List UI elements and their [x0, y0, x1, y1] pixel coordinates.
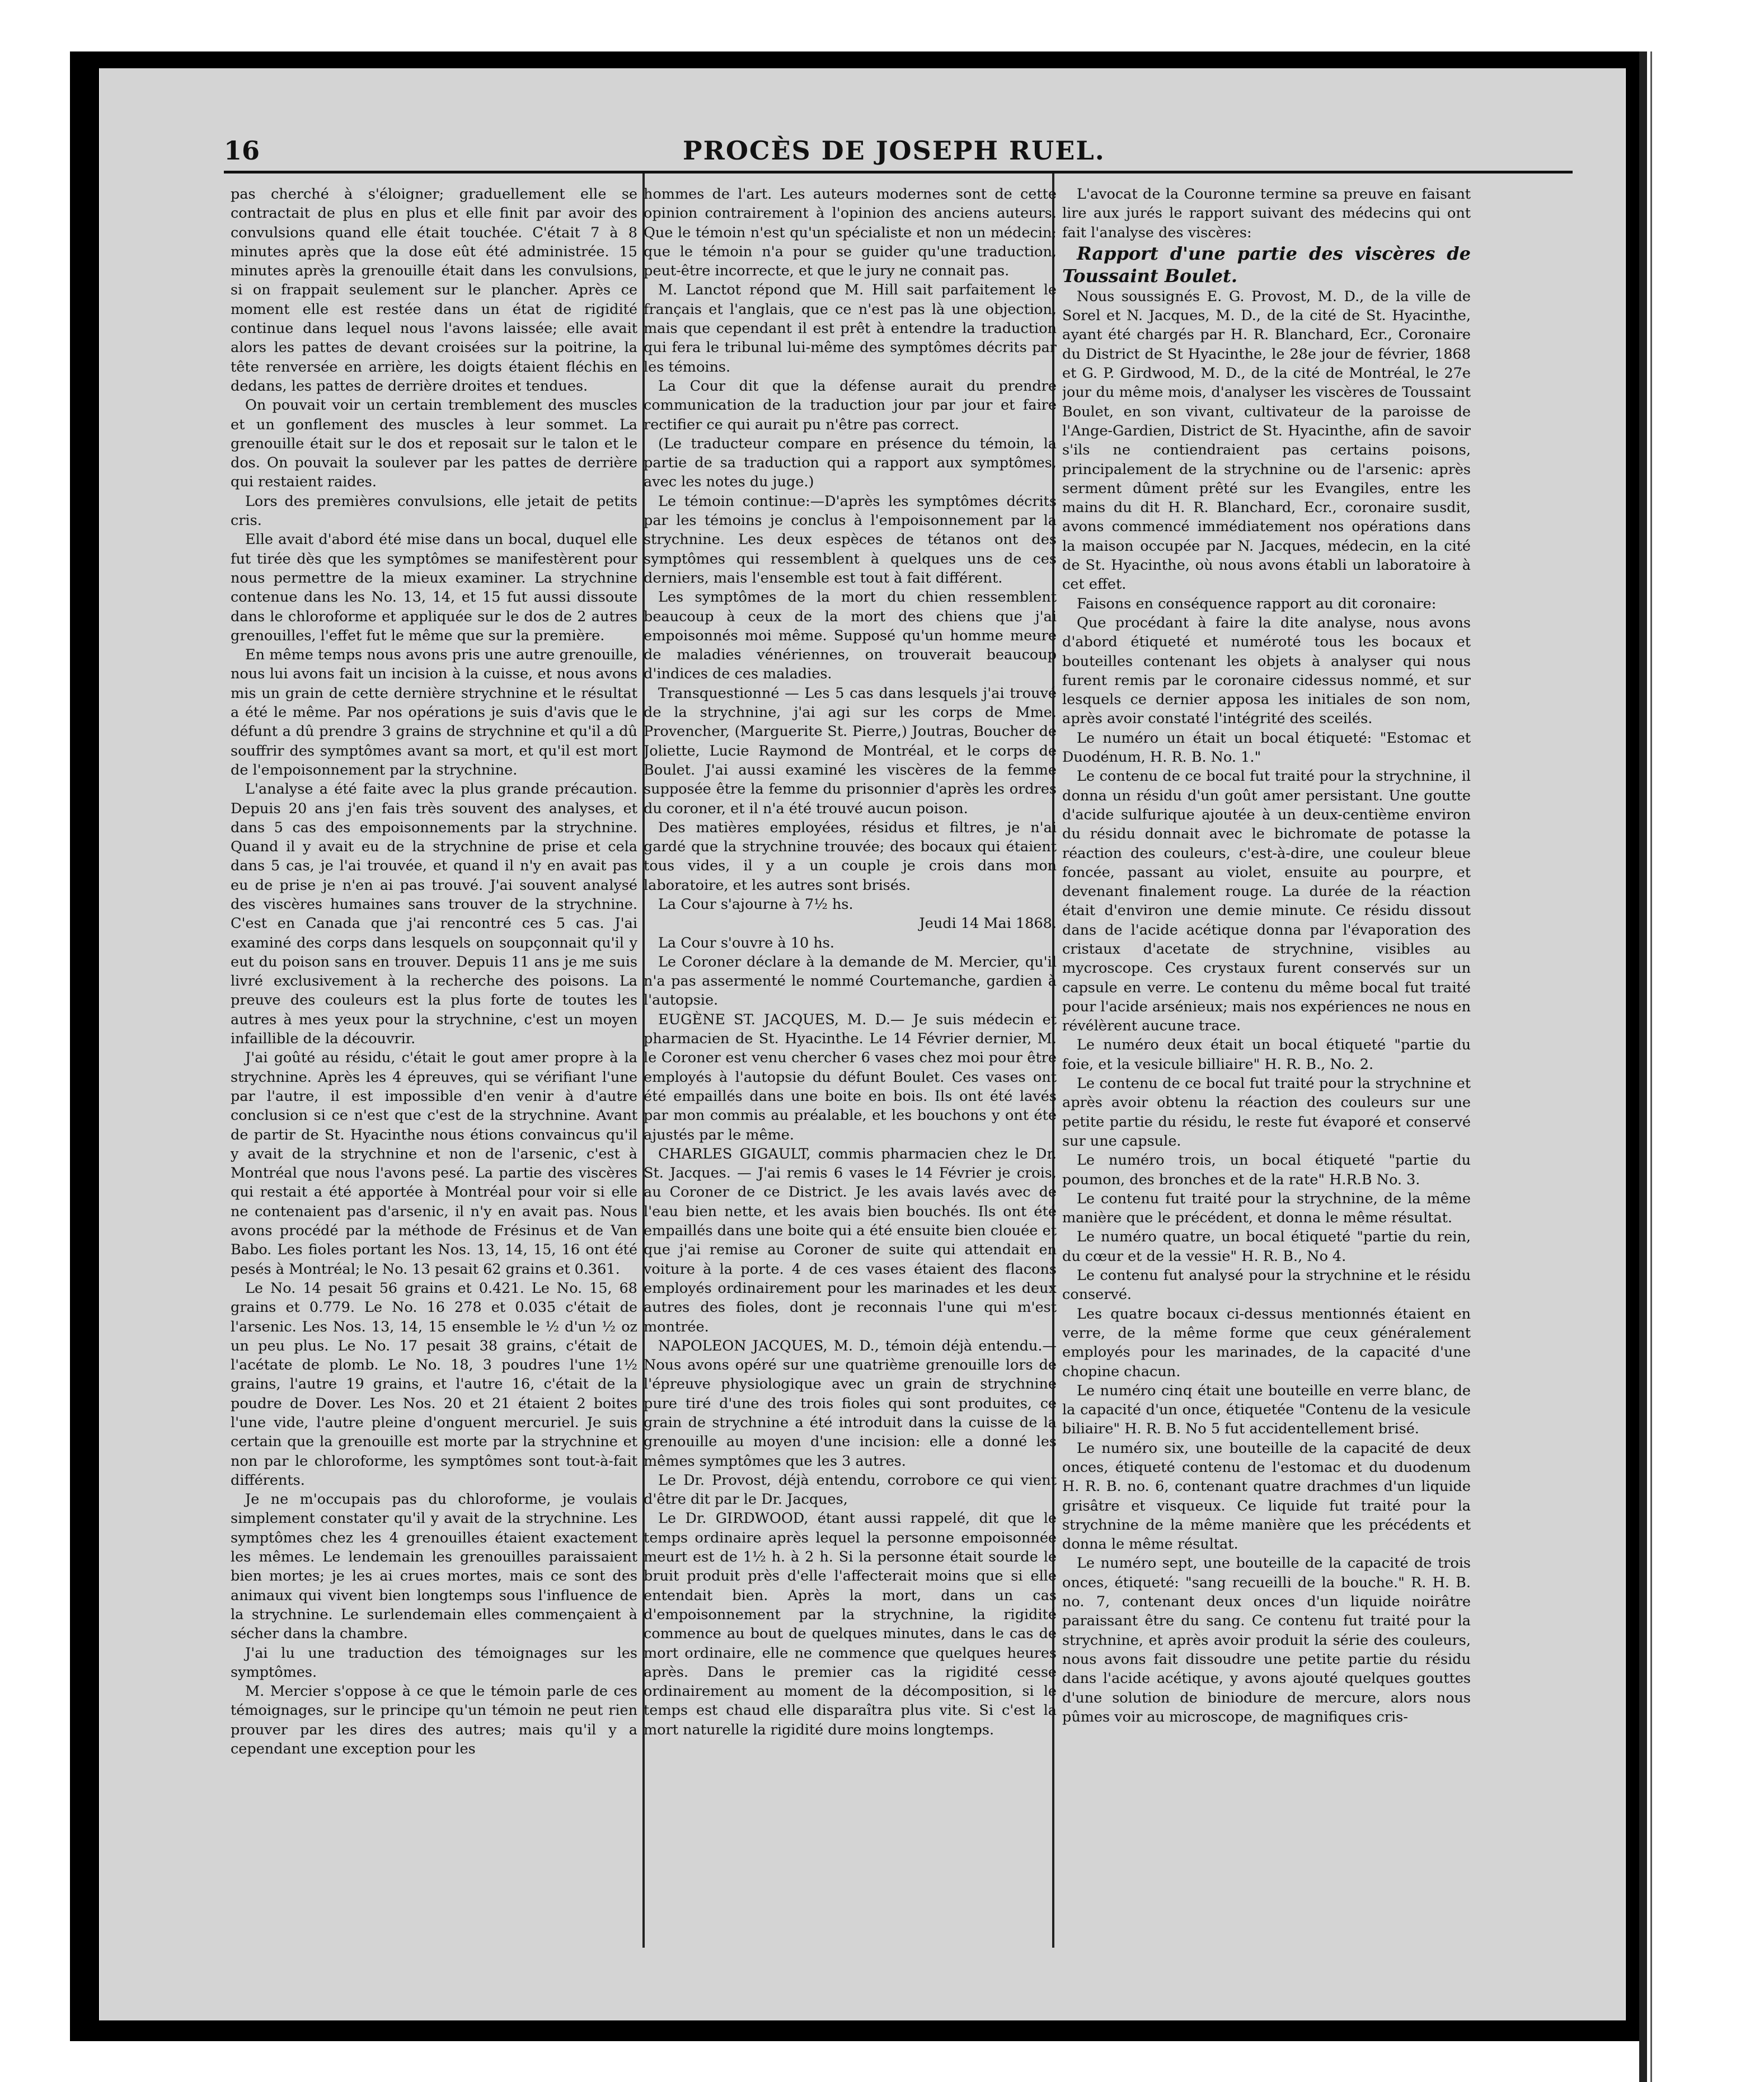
scan-border-top [70, 51, 1693, 68]
paragraph: Le contenu de ce bocal fut traité pour la strychnine et après avoir obtenu la réaction des couleurs sur une petite partie du résidu, le reste fut évaporé et conservé sur une capsule. [1062, 1075, 1471, 1150]
paragraph: Le No. 14 pesait 56 grains et 0.421. Le No. 15, 68 grains et 0.779. Le No. 16 278 et 0.035 c'était de l'arsenic. Les Nos. 13, 14, 15 ensemble le ½ d'un ½ oz un peu plus. Le No. 17 pesait 38 grains, c'était de l'acétate de plomb. Le No. 18, 3 poudres l'une 1½ grains, l'autre 19 grains, et l'autre 16, c'était de la poudre de Dover. Les Nos. 20 et 21 étaient 2 boites l'une vide, l'autre pleine d'onguent mercuriel. Je suis certain que la grenouille est morte par la strychnine et non par le chloroforme, les symptômes sont tout-à-fait différents. [231, 1279, 637, 1489]
paragraph: Le numéro un était un bocal étiqueté: "Estomac et Duodénum, H. R. B. No. 1." [1062, 729, 1471, 766]
paragraph: L'avocat de la Couronne termine sa preuve en faisant lire aux jurés le rapport suivant des médecins qui ont fait l'analyse des viscères: [1062, 186, 1471, 241]
paragraph: La Cour s'ouvre à 10 hs. [658, 934, 834, 951]
paragraph: Nous soussignés E. G. Provost, M. D., de la ville de Sorel et N. Jacques, M. D., de la cité de St. Hyacinthe, ayant été chargés par H. R. Blanchard, Ecr., Coronaire du District de St Hyacinthe, le 28e jour de février, 1868 et G. P. Girdwood, M. D., de la cité de Montréal, le 27e jour du même mois, d'analyser les viscères de Toussaint Boulet, en son vivant, cultivateur de la paroisse de l'Ange-Gardien, District de St. Hyacinthe, afin de savoir s'ils ne contiendraient pas certains poisons, principalement de la strychnine ou de l'arsenic: après serment dûment prêté sur les Evangiles, entre les mains du dit H. R. Blanchard, Ecr., coronaire susdit, avons commencé immédiatement nos opérations dans la maison occupée par N. Jacques, médecin, en la cité de St. Hyacinthe, où nous avons établi un laboratoire à cet effet. [1062, 288, 1471, 593]
paragraph: Je ne m'occupais pas du chloroforme, je voulais simplement constater qu'il y avait de la strychnine. Les symptômes chez les 4 grenouilles étaient exactement les mêmes. Le lendemain les grenouilles paraissaient bien mortes; je les ai crues mortes, mais ce sont des animaux qui vivent bien longtemps sous l'influence de la strychnine. Le surlendemain elles commençaient à sécher dans la chambre. [231, 1491, 637, 1643]
paragraph: Le contenu fut analysé pour la strychnine et le résidu conservé. [1062, 1267, 1471, 1303]
paragraph: Le Coroner déclare à la demande de M. Mercier, qu'il n'a pas assermenté le nommé Courtemanche, gardien à l'autopsie. [644, 953, 1057, 1009]
paragraph: (Le traducteur compare en présence du témoin, la partie de sa traduction qui a rapport aux symptômes, avec les notes du juge.) [644, 435, 1057, 491]
page-number: 16 [224, 135, 260, 166]
paragraph: Le numéro deux était un bocal étiqueté "partie du foie, et la vesicule billiaire" H. R. B., No. 2. [1062, 1037, 1471, 1073]
running-title: PROCÈS DE JOSEPH RUEL. [683, 135, 1105, 166]
paragraph: Faisons en conséquence rapport au dit coronaire: [1077, 595, 1437, 612]
paragraph: En même temps nous avons pris une autre grenouille, nous lui avons fait un incision à la cuisse, et nous avons mis un grain de cette dernière strychnine et le résultat a été le même. Par nos opérations je suis d'avis que le défunt a dû prendre 3 grains de strychnine et qu'il a dû souffrir des symptômes avant sa mort, et qu'il est mort de l'empoisonnement par la strychnine. [231, 646, 637, 779]
paragraph: Le témoin continue:—D'après les symptômes décrits par les témoins je conclus à l'empoisonnement par la strychnine. Les deux espèces de tétanos ont des symptômes qui ressemblent à quelques uns de ces derniers, mais l'ensemble est tout à fait différent. [644, 493, 1057, 587]
paragraph: Les symptômes de la mort du chien ressemblent beaucoup à ceux de la mort des chiens que j'ai empoisonnés moi même. Supposé qu'un homme meure de maladies vénériennes, on trouverait beaucoup d'indices de ces maladies. [644, 589, 1057, 683]
paragraph: hommes de l'art. Les auteurs modernes sont de cette opinion contrairement à l'opinion des anciens auteurs. Que le témoin n'est qu'un spécialiste et non un médecin; que le témoin n'a pour se guider qu'une traduction, peut-être incorrecte, et que le jury ne connait pas. [644, 186, 1057, 280]
paragraph: Le numéro cinq était une bouteille en verre blanc, de la capacité d'un once, étiquetée "Contenu de la vesicule biliaire" H. R. B. No 5 fut accidentellement brisé. [1062, 1382, 1471, 1438]
paragraph: Le numéro six, une bouteille de la capacité de deux onces, étiqueté contenu de l'estomac et du duodenum H. R. B. no. 6, contenant quatre drachmes d'un liquide grisâtre et visqueux. Ce liquide fut traité pour la strychnine de la même manière que les précédents et donna le même résultat. [1062, 1439, 1471, 1553]
paragraph: La Cour dit que la défense aurait du prendre communication de la traduction jour par jour et faire rectifier ce qui aurait pu n'être pas correct. [644, 377, 1057, 433]
dateline: Jeudi 14 Mai 1868. [919, 915, 1057, 932]
paragraph: L'analyse a été faite avec la plus grande précaution. Depuis 20 ans j'en fais très souvent des analyses, et dans 5 cas des empoisonnements par la strychnine. Quand il y avait eu de la strychnine de prise et cela dans 5 cas, je l'ai trouvée, et quand il n'y en avait pas eu de prise je n'en ai pas trouvé. J'ai souvent analysé des viscères humaines sans trouver de la strychnine. C'est en Canada que j'ai rencontré ces 5 cas. J'ai examiné des corps dans lesquels on soupçonnait qu'il y eut du poison sans en trouver. Depuis 11 ans je me suis livré exclusivement à la recherche des poisons. La preuve des couleurs est la plus forte de toutes les autres à mes yeux pour la strychnine, c'est un moyen infaillible de la découvrir. [231, 781, 637, 1048]
page-edge-line [1650, 51, 1652, 2082]
column-3 [1062, 185, 1471, 2015]
paragraph: J'ai lu une traduction des témoignages sur les symptômes. [231, 1644, 637, 1681]
paragraph: EUGÈNE ST. JACQUES, M. D.— Je suis médecin et pharmacien de St. Hyacinthe. Le 14 Février dernier, M. le Coroner est venu chercher 6 vases chez moi pour être employés à l'autopsie du défunt Boulet. Ces vases ont été empaillés dans une boite en bois. Ils ont été lavés par mon commis au préalable, et les bouchons y ont été ajustés par le même. [644, 1011, 1057, 1143]
column-1 [231, 185, 637, 2015]
paragraph: Transquestionné — Les 5 cas dans lesquels j'ai trouvé de la strychnine, j'ai agi sur les corps de Mme. Provencher, (Marguerite St. Pierre,) Joutras, Boucher de Joliette, Lucie Raymond de Montréal, et le corps de Boulet. J'ai aussi examiné les viscères de la femme supposée être la femme du prisonnier d'après les ordres du coroner, et il n'a été trouvé aucun poison. [644, 684, 1057, 817]
paragraph: Des matières employées, résidus et filtres, je n'ai gardé que la strychnine trouvée; des bocaux qui étaient tous vides, il y a un couple je crois dans mon laboratoire, et les autres sont brisés. [644, 819, 1057, 894]
paragraph: La Cour s'ajourne à 7½ hs. [658, 895, 853, 913]
header-rule [224, 171, 1573, 174]
paragraph: Lors des premières convulsions, elle jetait de petits cris. [231, 493, 637, 529]
paragraph: Le numéro sept, une bouteille de la capacité de trois onces, étiqueté: "sang recueilli de la bouche." R. H. B. no. 7, contenant deux onces d'un liquide noirâtre paraissant être du sang. Ce contenu fut traité pour la strychnine, et après avoir produit la série des couleurs, nous avons fait dissoudre une petite partie du résidu dans l'acide acétique, y avons ajouté quelques gouttes d'une solution de biniodure de mercure, alors nous pûmes voir au microscope, de magnifiques cris- [1062, 1555, 1471, 1725]
report-title: Rapport d'une partie des viscères de Toussaint Boulet. [1062, 242, 1471, 287]
adjacent-page-edge [1639, 51, 1764, 2082]
page-edge-shadow [1639, 51, 1647, 2082]
column-2 [644, 185, 1057, 2015]
scan-border-left [70, 51, 99, 2041]
paragraph: CHARLES GIGAULT, commis pharmacien chez le Dr. St. Jacques. — J'ai remis 6 vases le 14 Février je crois, au Coroner de ce District. Je les avais lavés avec de l'eau bien nette, et les avais bien bouchés. Ils ont été empaillés dans une boite qui a été ensuite bien clouée et que j'ai remise au Coroner de suite qui attendait en voiture à la porte. 4 de ces vases étaient des flacons employés ordinairement pour les marinades et les deux autres des fioles, dont je reconnais l'une qui m'est montrée. [644, 1145, 1057, 1335]
paragraph: pas cherché à s'éloigner; graduellement elle se contractait de plus en plus et elle finit par avoir des convulsions quand elle était touchée. C'était 7 à 8 minutes après que la dose eût été administrée. 15 minutes après la grenouille était dans les convulsions, si on frappait seulement sur le plancher. Après ce moment elle est restée dans un état de rigidité continue dans lequel nous l'avons laissée; elle avait alors les pattes de devant croisées sur la poitrine, la tête renversée en arrière, les doigts étaient fléchis en dedans, les pattes de derrière droites et tendues. [231, 186, 637, 395]
paragraph: Le contenu de ce bocal fut traité pour la strychnine, il donna un résidu d'un goût amer persistant. Une goutte d'acide sulfurique ajoutée à un deux-centième environ du résidu donnait avec le bichromate de potasse la réaction des couleurs, c'est-à-dire, une couleur bleue foncée, passant au violet, ensuite au pourpre, et devenant finalement rouge. La durée de la réaction était d'environ une demie minute. Ce résidu dissout dans de l'acide acétique donna par l'évaporation des cristaux d'acetate de strychnine, visibles au mycroscope. Ces crystaux furent conservés sur un capsule en verre. Le contenu du même bocal fut traité pour l'acide arsénieux; mais nos expériences ne nous en révélèrent aucune trace. [1062, 768, 1471, 1035]
paragraph: Elle avait d'abord été mise dans un bocal, duquel elle fut tirée dès que les symptômes se manifestèrent pour nous permettre de la mieux examiner. La strychnine contenue dans les No. 13, 14, et 15 fut aussi dissoute dans le chloroforme et appliquée sur le dos de 2 autres grenouilles, l'effet fut le même que sur la première. [231, 531, 637, 644]
paragraph: Le numéro trois, un bocal étiqueté "partie du poumon, des bronches et de la rate" H.R.B No. 3. [1062, 1152, 1471, 1188]
paragraph: J'ai goûté au résidu, c'était le gout amer propre à la strychnine. Après les 4 épreuves, qui se vérifiant l'une par l'autre, il est impossible d'en venir à d'autre conclusion si ce n'est que c'est de la strychnine. Avant de partir de St. Hyacinthe nous étions convaincus qu'il y avait de la strychnine et non de l'arsenic, c'est à Montréal que nous l'avons pesé. La partie des viscères qui restait a été apportée à Montréal pour voir si elle ne contenaient pas d'arsenic, il n'y en avait pas. Nous avons procédé par la méthode de Frésinus et de Van Babo. Les fioles portant les Nos. 13, 14, 15, 16 ont été pesés à Montréal; le No. 13 pesait 62 grains et 0.361. [231, 1049, 637, 1278]
paragraph: Que procédant à faire la dite analyse, nous avons d'abord étiqueté et numéroté tous les bocaux et bouteilles contenant les objets à analyser qui nous furent remis par le coronaire cidessus nommé, et sur lesquels ce dernier apposa les initiales de son nom, après avoir constaté l'intégrité des sceilés. [1062, 614, 1471, 728]
paragraph: M. Mercier s'oppose à ce que le témoin parle de ces témoignages, sur le principe qu'un témoin ne peut rien prouver par les dires des autres; mais qu'il y a cependant une exception pour les [231, 1683, 637, 1758]
paragraph: Le Dr. GIRDWOOD, étant aussi rappelé, dit que le temps ordinaire après lequel la personne empoisonnée meurt est de 1½ h. à 2 h. Si la personne était sourde le bruit produit près d'elle l'affecterait moins que si elle entendait bien. Après la mort, dans un cas d'empoisonnement par la strychnine, la rigidité commence au bout de quelques minutes, dans le cas de mort ordinaire, elle ne commence que quelques heures après. Dans le premier cas la rigidité cesse ordinairement au moment de la décomposition, si le temps est chaud elle disparaîtra plus vite. Si c'est la mort naturelle la rigidité dure moins longtemps. [644, 1510, 1057, 1738]
paragraph: Le Dr. Provost, déjà entendu, corrobore ce qui vient d'être dit par le Dr. Jacques, [644, 1471, 1057, 1508]
page-header [224, 129, 1550, 185]
scan-border-right [1626, 51, 1639, 2041]
paragraph: M. Lanctot répond que M. Hill sait parfaitement le français et l'anglais, que ce n'est pas là une objection, mais que cependant il est prêt à entendre la traduction qui fera le tribunal lui-même des symptômes décrits par les témoins. [644, 282, 1057, 376]
paragraph: Le numéro quatre, un bocal étiqueté "partie du rein, du cœur et de la vessie" H. R. B., No 4. [1062, 1228, 1471, 1265]
paragraph: Les quatre bocaux ci-dessus mentionnés étaient en verre, de la même forme que ceux généralement employés pour les marinades, de la capacité d'une chopine chacun. [1062, 1305, 1471, 1380]
paragraph: Le contenu fut traité pour la strychnine, de la même manière que le précédent, et donna le même résultat. [1062, 1190, 1471, 1227]
scan-border-bottom [70, 2020, 1637, 2041]
paragraph: NAPOLEON JACQUES, M. D., témoin déjà entendu.—Nous avons opéré sur une quatrième grenouille lors de l'épreuve physiologique avec un grain de strychnine pure tiré d'une des trois fioles qui sont produites, ce grain de strychnine a été introduit dans la cuisse de la grenouille au moyen d'une incision: elle a donné les mêmes symptômes que les 3 autres. [644, 1337, 1057, 1470]
paragraph: On pouvait voir un certain tremblement des muscles et un gonflement des muscles à leur sommet. La grenouille était sur le dos et reposait sur le talon et le dos. On pouvait la soulever par les pattes de derrière qui restaient raides. [231, 397, 637, 491]
